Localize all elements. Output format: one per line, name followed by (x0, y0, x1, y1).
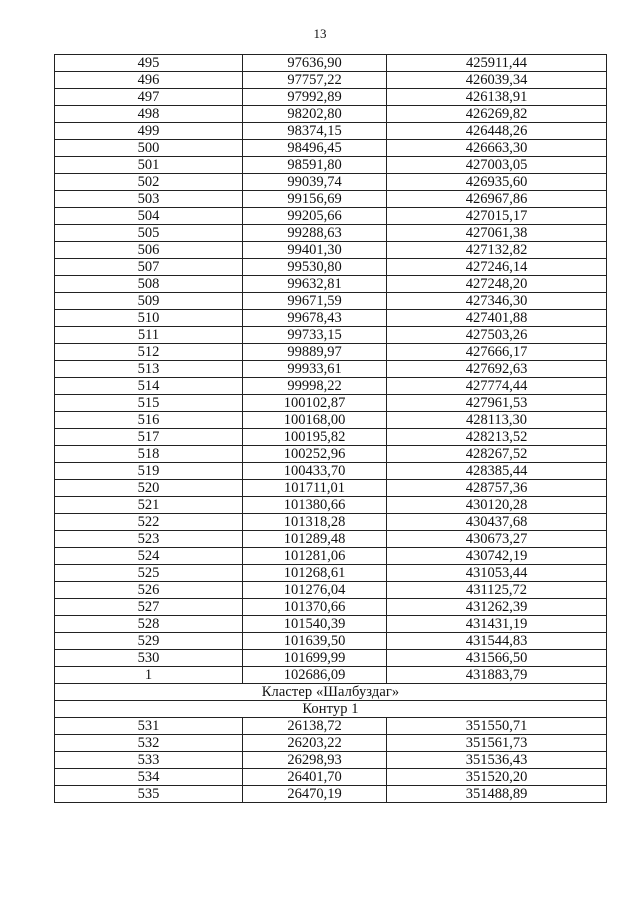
table-row (55, 208, 607, 225)
x-coordinate-cell: 101268,61 (243, 565, 387, 582)
point-number-cell: 534 (55, 769, 243, 786)
table-row (55, 582, 607, 599)
x-coordinate-cell: 101639,50 (243, 633, 387, 650)
table-row (55, 565, 607, 582)
contour-title: Контур 1 (55, 701, 607, 718)
table-row (55, 191, 607, 208)
cluster-title: Кластер «Шалбуздаг» (55, 684, 607, 701)
y-coordinate-cell: 428385,44 (387, 463, 607, 480)
y-coordinate-cell: 426935,60 (387, 174, 607, 191)
table-row (55, 293, 607, 310)
table-row (55, 174, 607, 191)
y-coordinate-cell: 427774,44 (387, 378, 607, 395)
y-coordinate-cell: 427132,82 (387, 242, 607, 259)
y-coordinate-cell: 351561,73 (387, 735, 607, 752)
x-coordinate-cell: 102686,09 (243, 667, 387, 684)
x-coordinate-cell: 99632,81 (243, 276, 387, 293)
x-coordinate-cell: 99733,15 (243, 327, 387, 344)
x-coordinate-cell: 99678,43 (243, 310, 387, 327)
point-number-cell: 527 (55, 599, 243, 616)
point-number-cell: 503 (55, 191, 243, 208)
table-row (55, 395, 607, 412)
x-coordinate-cell: 98374,15 (243, 123, 387, 140)
table-row (55, 225, 607, 242)
x-coordinate-cell: 99205,66 (243, 208, 387, 225)
y-coordinate-cell: 427003,05 (387, 157, 607, 174)
x-coordinate-cell: 98496,45 (243, 140, 387, 157)
x-coordinate-cell: 26138,72 (243, 718, 387, 735)
table-row (55, 259, 607, 276)
x-coordinate-cell: 99933,61 (243, 361, 387, 378)
table-row (55, 344, 607, 361)
table-row (55, 514, 607, 531)
point-number-cell: 528 (55, 616, 243, 633)
point-number-cell: 501 (55, 157, 243, 174)
y-coordinate-cell: 428267,52 (387, 446, 607, 463)
contour-header-row (55, 701, 607, 718)
y-coordinate-cell: 427401,88 (387, 310, 607, 327)
x-coordinate-cell: 99288,63 (243, 225, 387, 242)
y-coordinate-cell: 427015,17 (387, 208, 607, 225)
x-coordinate-cell: 101276,04 (243, 582, 387, 599)
table-row (55, 633, 607, 650)
x-coordinate-cell: 99039,74 (243, 174, 387, 191)
table-row (55, 616, 607, 633)
point-number-cell: 525 (55, 565, 243, 582)
point-number-cell: 530 (55, 650, 243, 667)
point-number-cell: 512 (55, 344, 243, 361)
y-coordinate-cell: 426269,82 (387, 106, 607, 123)
y-coordinate-cell: 351536,43 (387, 752, 607, 769)
point-number-cell: 504 (55, 208, 243, 225)
table-row (55, 327, 607, 344)
x-coordinate-cell: 101281,06 (243, 548, 387, 565)
table-row (55, 429, 607, 446)
x-coordinate-cell: 99671,59 (243, 293, 387, 310)
x-coordinate-cell: 99998,22 (243, 378, 387, 395)
y-coordinate-cell: 428213,52 (387, 429, 607, 446)
x-coordinate-cell: 100102,87 (243, 395, 387, 412)
y-coordinate-cell: 351520,20 (387, 769, 607, 786)
x-coordinate-cell: 101699,99 (243, 650, 387, 667)
coordinates-table (54, 54, 607, 803)
point-number-cell: 502 (55, 174, 243, 191)
point-number-cell: 524 (55, 548, 243, 565)
cluster-header-group (55, 684, 607, 718)
x-coordinate-cell: 26203,22 (243, 735, 387, 752)
y-coordinate-cell: 431544,83 (387, 633, 607, 650)
table-row (55, 89, 607, 106)
point-number-cell: 531 (55, 718, 243, 735)
y-coordinate-cell: 430120,28 (387, 497, 607, 514)
point-number-cell: 517 (55, 429, 243, 446)
x-coordinate-cell: 26298,93 (243, 752, 387, 769)
y-coordinate-cell: 431883,79 (387, 667, 607, 684)
point-number-cell: 500 (55, 140, 243, 157)
table-row (55, 242, 607, 259)
y-coordinate-cell: 427666,17 (387, 344, 607, 361)
x-coordinate-cell: 99530,80 (243, 259, 387, 276)
table-row (55, 123, 607, 140)
y-coordinate-cell: 426138,91 (387, 89, 607, 106)
table-row (55, 718, 607, 735)
x-coordinate-cell: 26470,19 (243, 786, 387, 803)
table-row (55, 463, 607, 480)
x-coordinate-cell: 100252,96 (243, 446, 387, 463)
table-row (55, 531, 607, 548)
table-row (55, 378, 607, 395)
y-coordinate-cell: 425911,44 (387, 55, 607, 72)
y-coordinate-cell: 426448,26 (387, 123, 607, 140)
y-coordinate-cell: 431262,39 (387, 599, 607, 616)
point-number-cell: 532 (55, 735, 243, 752)
y-coordinate-cell: 426039,34 (387, 72, 607, 89)
table-row (55, 106, 607, 123)
y-coordinate-cell: 427246,14 (387, 259, 607, 276)
x-coordinate-cell: 97992,89 (243, 89, 387, 106)
table-row (55, 480, 607, 497)
x-coordinate-cell: 101318,28 (243, 514, 387, 531)
point-number-cell: 499 (55, 123, 243, 140)
point-number-cell: 529 (55, 633, 243, 650)
point-number-cell: 495 (55, 55, 243, 72)
y-coordinate-cell: 427503,26 (387, 327, 607, 344)
y-coordinate-cell: 351550,71 (387, 718, 607, 735)
y-coordinate-cell: 430673,27 (387, 531, 607, 548)
point-number-cell: 511 (55, 327, 243, 344)
coordinates-table-body-top (55, 55, 607, 684)
table-row (55, 497, 607, 514)
x-coordinate-cell: 98591,80 (243, 157, 387, 174)
table-row (55, 72, 607, 89)
point-number-cell: 505 (55, 225, 243, 242)
y-coordinate-cell: 427248,20 (387, 276, 607, 293)
table-row (55, 310, 607, 327)
point-number-cell: 523 (55, 531, 243, 548)
y-coordinate-cell: 431566,50 (387, 650, 607, 667)
table-row (55, 752, 607, 769)
point-number-cell: 515 (55, 395, 243, 412)
point-number-cell: 533 (55, 752, 243, 769)
table-row (55, 412, 607, 429)
y-coordinate-cell: 430437,68 (387, 514, 607, 531)
x-coordinate-cell: 101540,39 (243, 616, 387, 633)
x-coordinate-cell: 101370,66 (243, 599, 387, 616)
point-number-cell: 506 (55, 242, 243, 259)
y-coordinate-cell: 428757,36 (387, 480, 607, 497)
x-coordinate-cell: 101711,01 (243, 480, 387, 497)
y-coordinate-cell: 430742,19 (387, 548, 607, 565)
page-number: 13 (313, 26, 327, 41)
y-coordinate-cell: 431053,44 (387, 565, 607, 582)
point-number-cell: 496 (55, 72, 243, 89)
table-row (55, 140, 607, 157)
point-number-cell: 535 (55, 786, 243, 803)
table-row (55, 786, 607, 803)
x-coordinate-cell: 26401,70 (243, 769, 387, 786)
y-coordinate-cell: 428113,30 (387, 412, 607, 429)
table-row (55, 548, 607, 565)
table-row (55, 361, 607, 378)
y-coordinate-cell: 427061,38 (387, 225, 607, 242)
y-coordinate-cell: 427346,30 (387, 293, 607, 310)
y-coordinate-cell: 427692,63 (387, 361, 607, 378)
y-coordinate-cell: 426967,86 (387, 191, 607, 208)
x-coordinate-cell: 101289,48 (243, 531, 387, 548)
table-row (55, 157, 607, 174)
x-coordinate-cell: 99156,69 (243, 191, 387, 208)
point-number-cell: 514 (55, 378, 243, 395)
y-coordinate-cell: 431431,19 (387, 616, 607, 633)
y-coordinate-cell: 426663,30 (387, 140, 607, 157)
y-coordinate-cell: 431125,72 (387, 582, 607, 599)
table-row (55, 650, 607, 667)
point-number-cell: 520 (55, 480, 243, 497)
point-number-cell: 522 (55, 514, 243, 531)
x-coordinate-cell: 100168,00 (243, 412, 387, 429)
point-number-cell: 516 (55, 412, 243, 429)
x-coordinate-cell: 99401,30 (243, 242, 387, 259)
coordinates-table-body-bottom (55, 718, 607, 803)
point-number-cell: 518 (55, 446, 243, 463)
point-number-cell: 509 (55, 293, 243, 310)
point-number-cell: 521 (55, 497, 243, 514)
table-row (55, 735, 607, 752)
point-number-cell: 498 (55, 106, 243, 123)
cluster-header-row (55, 684, 607, 701)
point-number-cell: 507 (55, 259, 243, 276)
table-row (55, 276, 607, 293)
table-row (55, 446, 607, 463)
x-coordinate-cell: 98202,80 (243, 106, 387, 123)
x-coordinate-cell: 97636,90 (243, 55, 387, 72)
point-number-cell: 1 (55, 667, 243, 684)
x-coordinate-cell: 100195,82 (243, 429, 387, 446)
x-coordinate-cell: 100433,70 (243, 463, 387, 480)
x-coordinate-cell: 99889,97 (243, 344, 387, 361)
point-number-cell: 513 (55, 361, 243, 378)
x-coordinate-cell: 101380,66 (243, 497, 387, 514)
point-number-cell: 497 (55, 89, 243, 106)
point-number-cell: 508 (55, 276, 243, 293)
table-row (55, 599, 607, 616)
point-number-cell: 510 (55, 310, 243, 327)
point-number-cell: 526 (55, 582, 243, 599)
y-coordinate-cell: 351488,89 (387, 786, 607, 803)
table-row (55, 55, 607, 72)
table-row (55, 667, 607, 684)
x-coordinate-cell: 97757,22 (243, 72, 387, 89)
point-number-cell: 519 (55, 463, 243, 480)
table-row (55, 769, 607, 786)
y-coordinate-cell: 427961,53 (387, 395, 607, 412)
